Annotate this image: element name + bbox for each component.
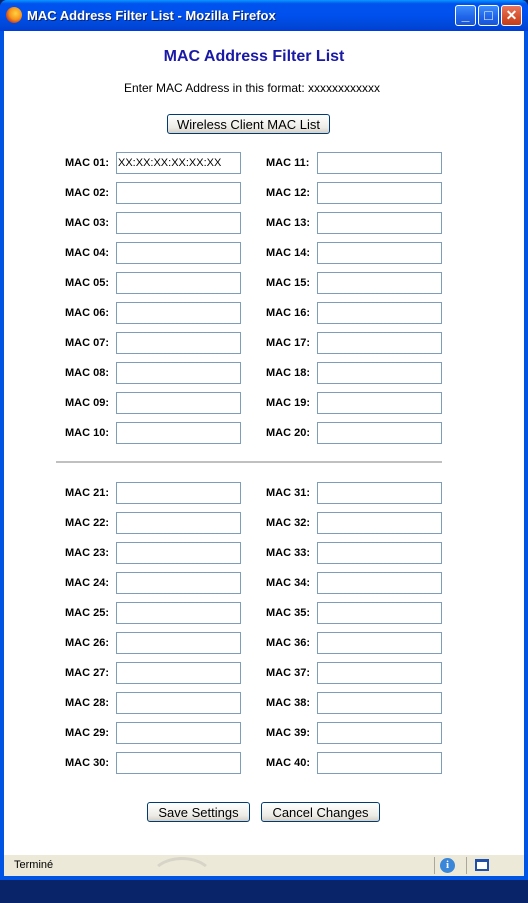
mac-input[interactable]: [116, 302, 241, 324]
mac-label: MAC 22:: [65, 517, 110, 529]
mac-label: MAC 34:: [266, 577, 311, 589]
mac-input[interactable]: [116, 602, 241, 624]
mac-input[interactable]: [317, 332, 442, 354]
mac-input[interactable]: [317, 752, 442, 774]
mac-input[interactable]: [317, 722, 442, 744]
mac-input[interactable]: [317, 542, 442, 564]
mac-label: MAC 37:: [266, 667, 311, 679]
page-content: [4, 31, 524, 854]
mac-input[interactable]: [116, 212, 241, 234]
mac-label: MAC 10:: [65, 427, 110, 439]
mac-input[interactable]: [317, 632, 442, 654]
page-title: MAC Address Filter List: [163, 48, 345, 65]
mac-input[interactable]: [116, 512, 241, 534]
mac-input[interactable]: [317, 482, 442, 504]
mac-input[interactable]: [317, 182, 442, 204]
mac-label: MAC 14:: [266, 247, 311, 259]
mac-label: MAC 11:: [266, 157, 310, 169]
mac-label: MAC 36:: [266, 637, 311, 649]
status-divider: [434, 857, 435, 874]
format-hint: Enter MAC Address in this format: xxxxxxxxxxxx: [123, 81, 381, 95]
mac-input[interactable]: [317, 152, 442, 174]
mac-input[interactable]: [116, 482, 241, 504]
mac-input[interactable]: [116, 362, 241, 384]
mac-label: MAC 16:: [266, 307, 311, 319]
status-bar: [4, 854, 524, 876]
cancel-changes-button[interactable]: Cancel Changes: [261, 802, 380, 822]
mac-label: MAC 29:: [65, 727, 110, 739]
mac-input[interactable]: [116, 632, 241, 654]
window-icon[interactable]: [475, 859, 489, 871]
maximize-button[interactable]: □: [478, 5, 499, 26]
mac-input[interactable]: [317, 662, 442, 684]
mac-label: MAC 03:: [65, 217, 110, 229]
mac-label: MAC 13:: [266, 217, 311, 229]
firefox-icon: [6, 7, 22, 23]
mac-input[interactable]: [317, 392, 442, 414]
section-divider: [56, 461, 442, 463]
mac-input[interactable]: [317, 422, 442, 444]
mac-input[interactable]: [317, 692, 442, 714]
mac-label: MAC 35:: [266, 607, 311, 619]
mac-label: MAC 09:: [65, 397, 110, 409]
mac-label: MAC 30:: [65, 757, 110, 769]
mac-input[interactable]: [317, 572, 442, 594]
mac-label: MAC 08:: [65, 367, 110, 379]
mac-label: MAC 18:: [266, 367, 311, 379]
mac-label: MAC 17:: [266, 337, 311, 349]
mac-input[interactable]: [116, 722, 241, 744]
mac-label: MAC 04:: [65, 247, 110, 259]
mac-input[interactable]: [116, 422, 241, 444]
mac-input[interactable]: [116, 332, 241, 354]
mac-input[interactable]: [116, 182, 241, 204]
info-icon[interactable]: i: [440, 858, 455, 873]
mac-label: MAC 19:: [266, 397, 311, 409]
mac-input[interactable]: [317, 302, 442, 324]
mac-input[interactable]: [116, 272, 241, 294]
mac-label: MAC 15:: [266, 277, 311, 289]
mac-label: MAC 40:: [266, 757, 311, 769]
mac-input[interactable]: [317, 512, 442, 534]
mac-label: MAC 05:: [65, 277, 110, 289]
mac-label: MAC 24:: [65, 577, 110, 589]
mac-label: MAC 25:: [65, 607, 110, 619]
window-title: MAC Address Filter List - Mozilla Firefox: [27, 8, 276, 23]
mac-input[interactable]: [116, 242, 241, 264]
status-decoration: [149, 857, 215, 903]
status-divider: [466, 857, 467, 874]
mac-label: MAC 39:: [266, 727, 311, 739]
mac-label: MAC 02:: [65, 187, 110, 199]
mac-label: MAC 01:: [65, 157, 110, 169]
mac-label: MAC 26:: [65, 637, 110, 649]
mac-label: MAC 31:: [266, 487, 311, 499]
mac-label: MAC 23:: [65, 547, 110, 559]
minimize-button[interactable]: _: [455, 5, 476, 26]
mac-input[interactable]: [116, 542, 241, 564]
mac-label: MAC 38:: [266, 697, 311, 709]
mac-input[interactable]: [317, 242, 442, 264]
mac-input[interactable]: [116, 392, 241, 414]
mac-input[interactable]: [116, 692, 241, 714]
mac-input[interactable]: [116, 662, 241, 684]
mac-label: MAC 32:: [266, 517, 311, 529]
mac-input[interactable]: [317, 272, 442, 294]
title-bar[interactable]: [0, 0, 528, 31]
mac-input[interactable]: [116, 152, 241, 174]
mac-label: MAC 28:: [65, 697, 110, 709]
mac-input[interactable]: [317, 362, 442, 384]
mac-input[interactable]: [317, 212, 442, 234]
save-settings-button[interactable]: Save Settings: [147, 802, 250, 822]
mac-label: MAC 12:: [266, 187, 311, 199]
mac-label: MAC 20:: [266, 427, 311, 439]
mac-label: MAC 27:: [65, 667, 110, 679]
mac-label: MAC 21:: [65, 487, 110, 499]
wireless-client-mac-list-button[interactable]: Wireless Client MAC List: [167, 114, 330, 134]
mac-label: MAC 07:: [65, 337, 110, 349]
mac-label: MAC 33:: [266, 547, 311, 559]
mac-input[interactable]: [116, 572, 241, 594]
mac-label: MAC 06:: [65, 307, 110, 319]
close-button[interactable]: ✕: [501, 5, 522, 26]
status-text: Terminé: [14, 859, 54, 871]
mac-input[interactable]: [317, 602, 442, 624]
mac-input[interactable]: [116, 752, 241, 774]
